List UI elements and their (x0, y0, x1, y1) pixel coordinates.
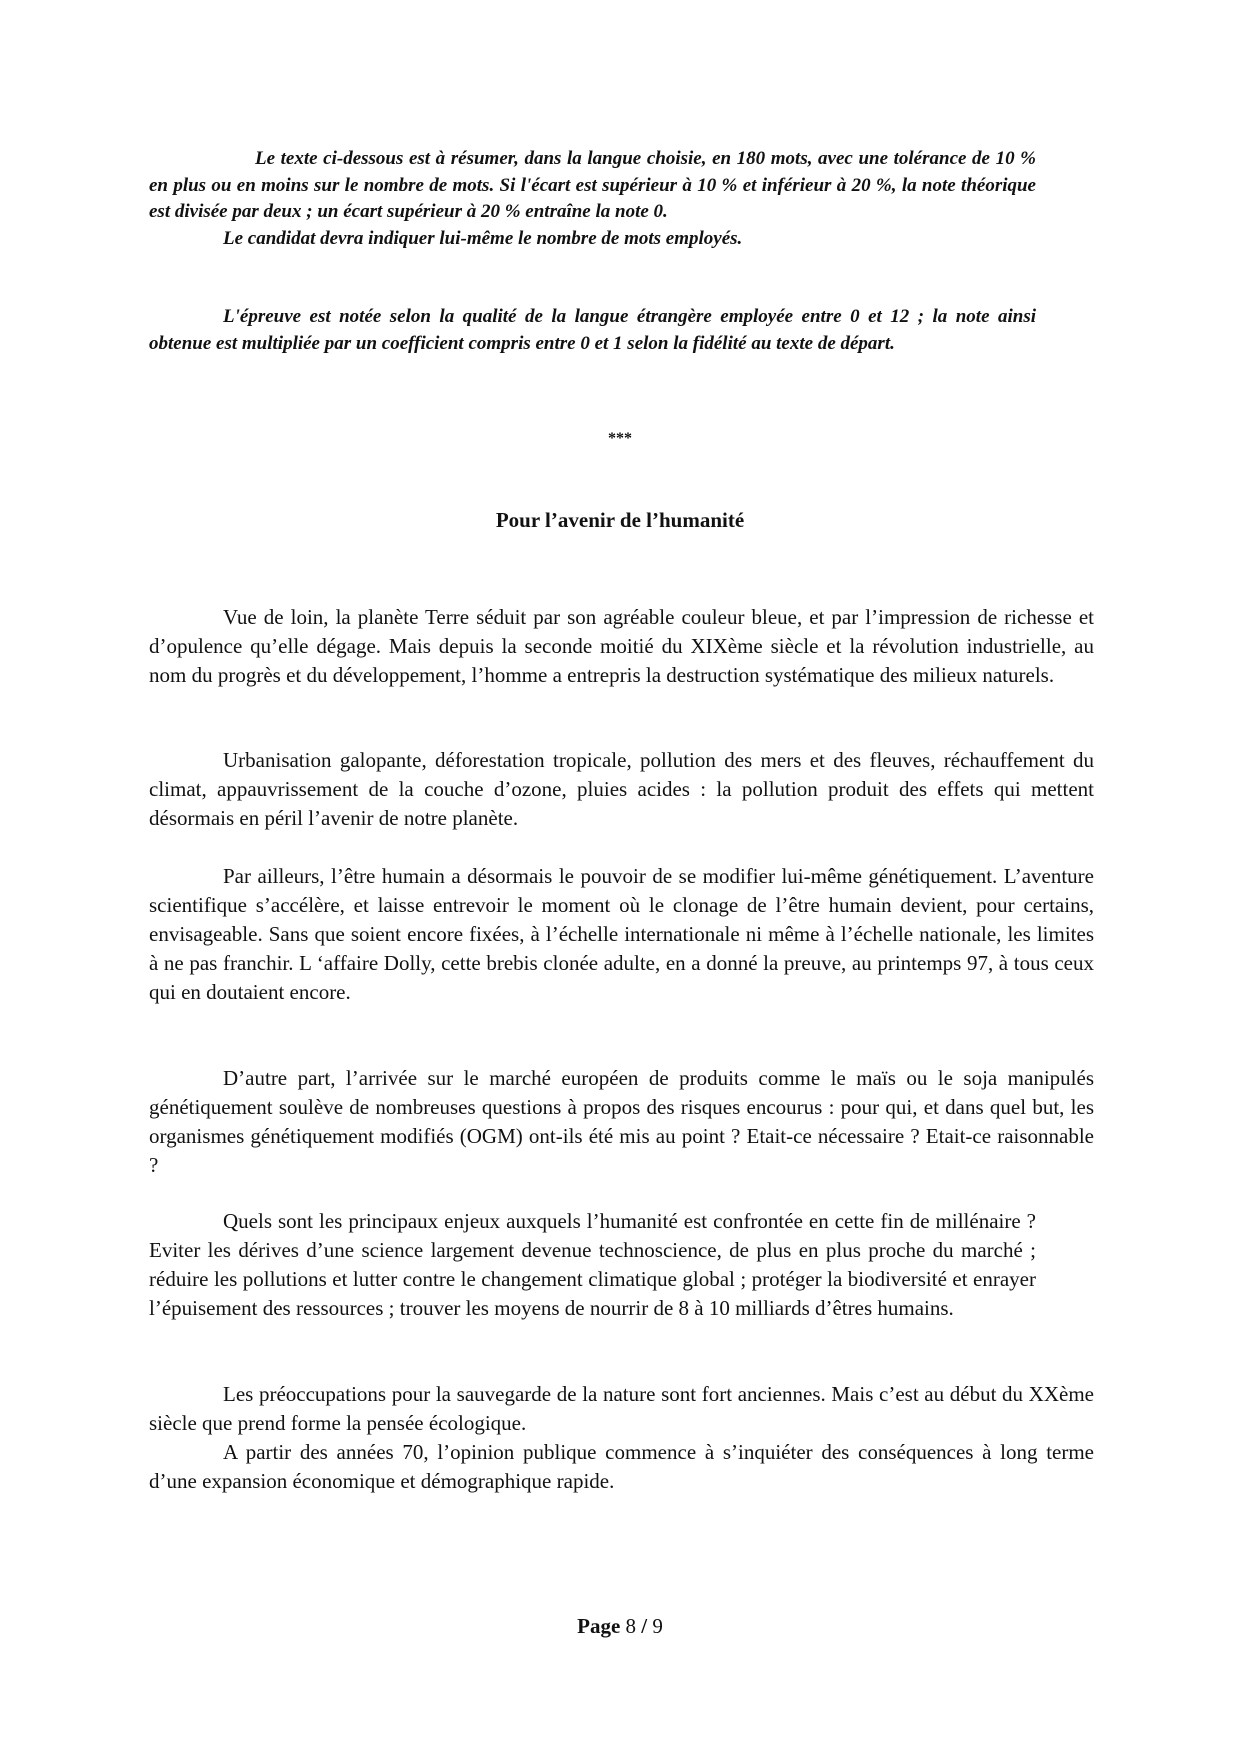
paragraph-text: Les préoccupations pour la sauvegarde de la nature sont fort anciennes. Mais c’est au début du XXème siècle que prend forme la pensée écologique. (149, 1382, 1094, 1435)
paragraph-text: A partir des années 70, l’opinion publique commence à s’inquiéter des conséquences à long terme d’une expansion économique et démographique rapide. (149, 1440, 1094, 1493)
instructions-paragraph-3: L'épreuve est notée selon la qualité de la langue étrangère employée entre 0 et 12 ; la note ainsi obtenue est multipliée par un coefficient compris entre 0 et 1 selon la fidélité au texte de départ. (149, 306, 1036, 354)
exam-grading-instructions (149, 304, 1036, 357)
body-paragraph-1 (149, 603, 1094, 690)
paragraph-text: Quels sont les principaux enjeux auxquels l’humanité est confrontée en cette fin de millénaire ? Eviter les dérives d’une science largement devenue technoscience, de plus en plus proche du marché ; réduire les pollutions et lutter contre le changement climatique global ; protéger la biodiversité et enrayer l’épuisement des ressources ; trouver les moyens de nourrir de 8 à 10 milliards d’êtres humains. (149, 1209, 1036, 1320)
instructions-paragraph-1: Le texte ci-dessous est à résumer, dans la langue choisie, en 180 mots, avec une tolérance de 10 % en plus ou en moins sur le nombre de mots. Si l'écart est supérieur à 10 % et inférieur à 20 %, la note théorique est divisée par deux ; un écart supérieur à 20 % entraîne la note 0. (149, 148, 1036, 222)
page-current: 8 (625, 1614, 637, 1638)
page-total: 9 (652, 1614, 663, 1638)
page-separator: / (641, 1614, 648, 1638)
paragraph-text: Vue de loin, la planète Terre séduit par son agréable couleur bleue, et par l’impression de richesse et d’opulence qu’elle dégage. Mais depuis la seconde moitié du XIXème siècle et la révolution industrielle, au nom du progrès et du développement, l’homme a entrepris la destruction systématique des milieux naturels. (149, 605, 1094, 687)
body-paragraph-5 (149, 1207, 1036, 1323)
paragraph-text: Par ailleurs, l’être humain a désormais le pouvoir de se modifier lui-même génétiquement. L’aventure scientifique s’accélère, et laisse entrevoir le moment où le clonage de l’être humain devient, pour certains, envisageable. Sans que soient encore fixées, à l’échelle internationale ni même à l’échelle nationale, les limites à ne pas franchir. L ‘affaire Dolly, cette brebis clonée adulte, en a donné la preuve, au printemps 97, à tous ceux qui en doutaient encore. (149, 864, 1094, 1004)
page-label: Page (577, 1614, 621, 1638)
body-paragraph-4 (149, 1064, 1094, 1180)
paragraph-text: Urbanisation galopante, déforestation tropicale, pollution des mers et des fleuves, réchauffement du climat, appauvrissement de la couche d’ozone, pluies acides : la pollution produit des effets qui mettent désormais en péril l’avenir de notre planète. (149, 748, 1094, 830)
section-separator: *** (608, 430, 632, 447)
body-paragraph-6 (149, 1380, 1094, 1496)
page-footer (0, 1614, 1240, 1639)
paragraph-text: D’autre part, l’arrivée sur le marché européen de produits comme le maïs ou le soja manipulés génétiquement soulève de nombreuses questions à propos des risques encourus : pour qui, et dans quel but, les organismes génétiquement modifiés (OGM) ont-ils été mis au point ? Etait-ce nécessaire ? Etait-ce raisonnable ? (149, 1066, 1094, 1177)
exam-instructions (149, 146, 1036, 252)
body-paragraph-3 (149, 862, 1094, 1007)
body-paragraph-2 (149, 746, 1094, 833)
document-title: Pour l’avenir de l’humanité (495, 508, 745, 532)
instructions-paragraph-2: Le candidat devra indiquer lui-même le nombre de mots employés. (223, 227, 743, 249)
